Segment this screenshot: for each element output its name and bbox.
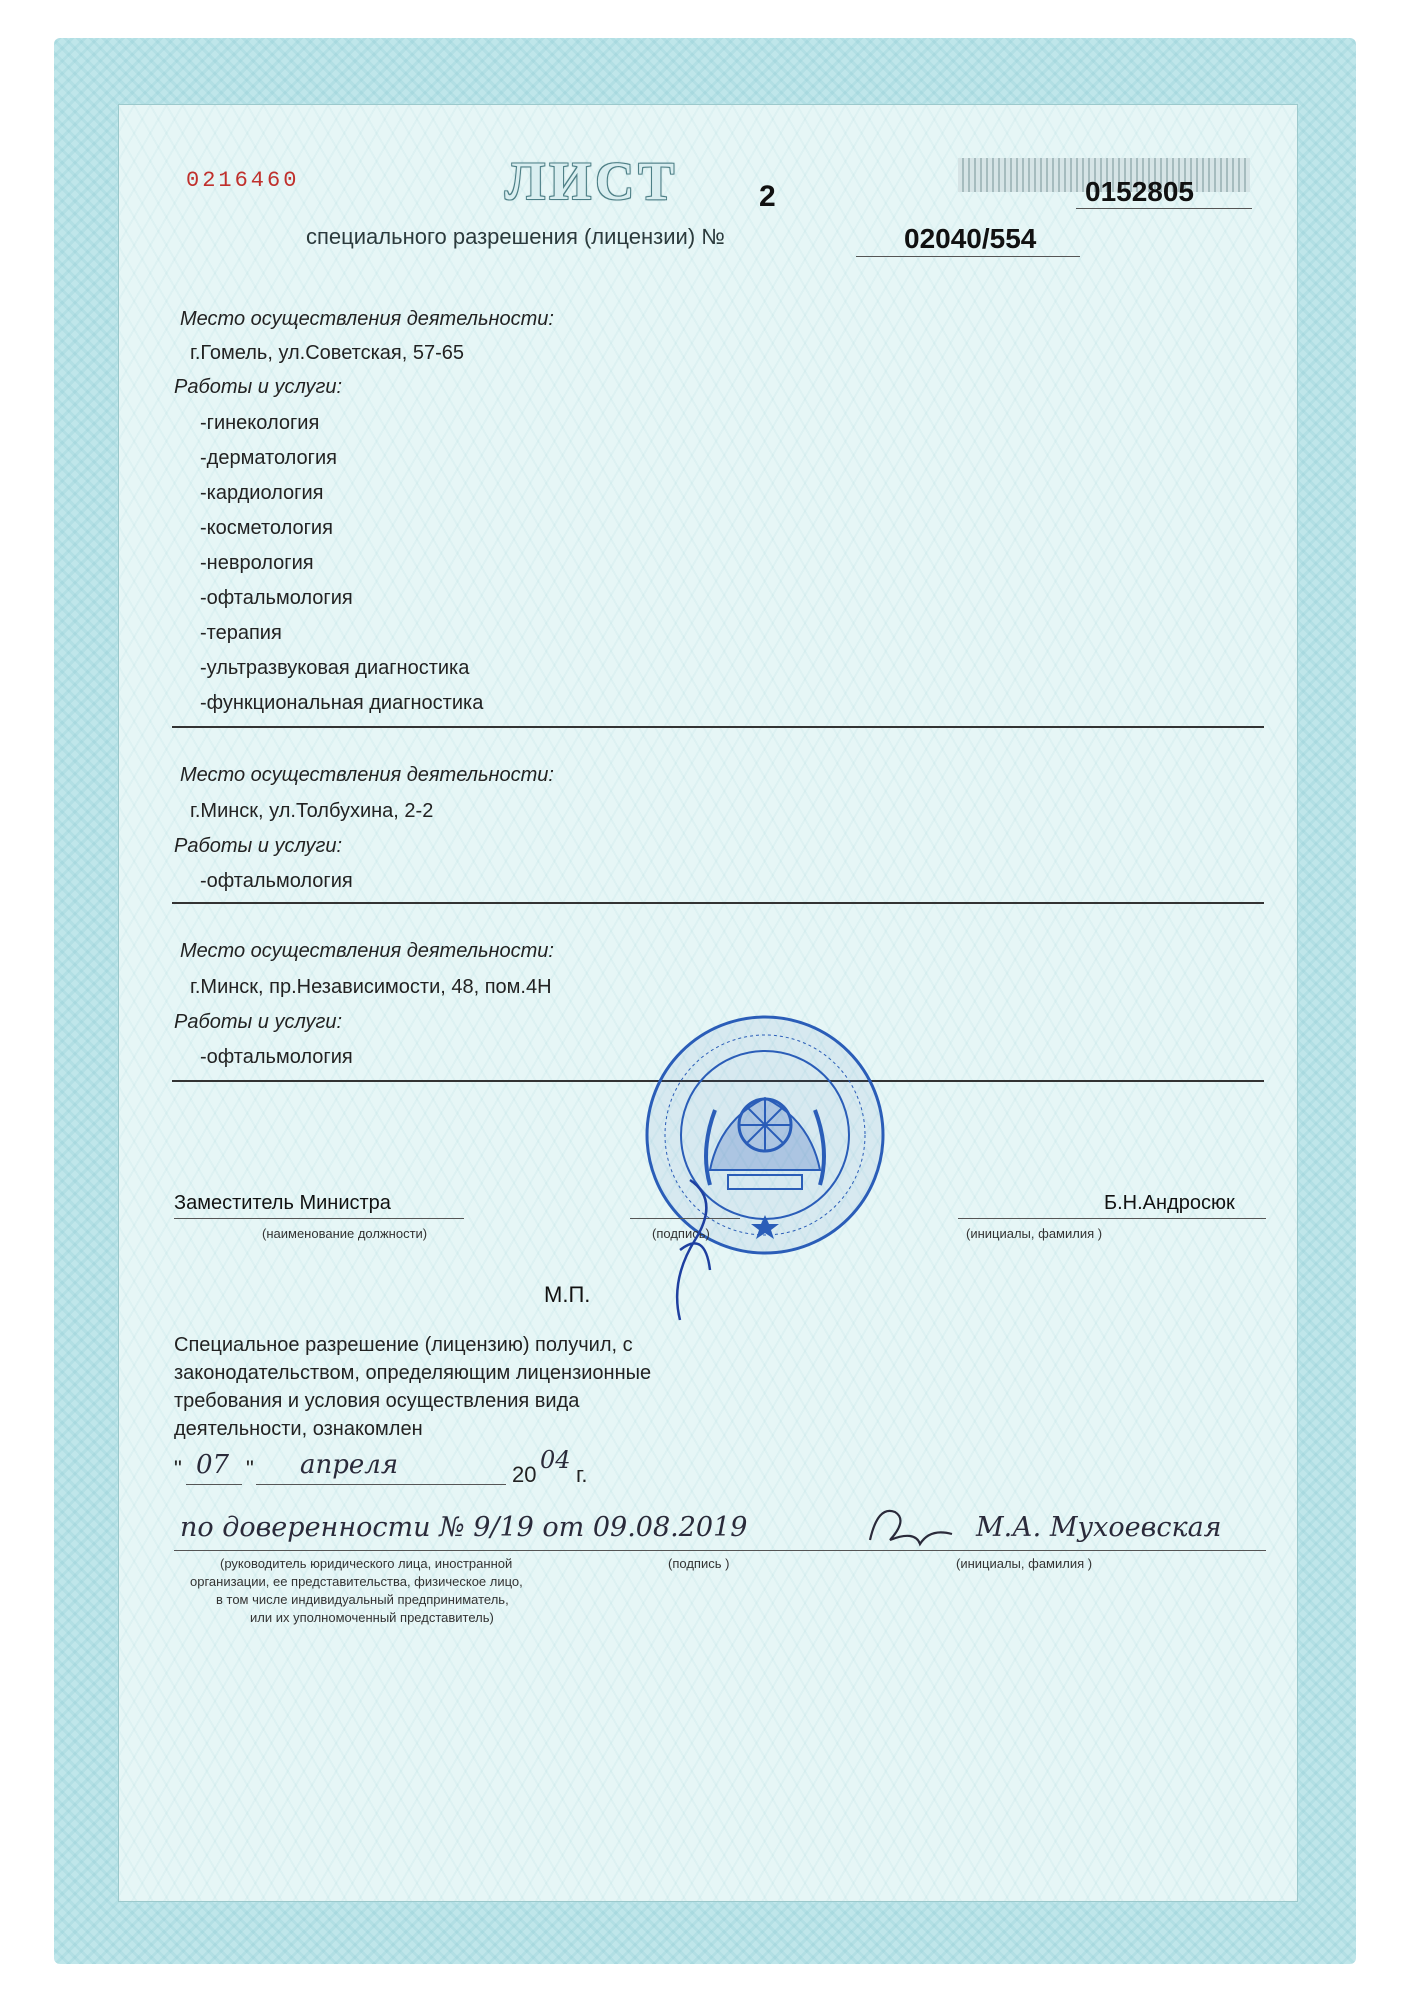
date-quote-open: " [174,1456,182,1481]
section1-service: -офтальмология [200,587,353,609]
position-underline [174,1218,464,1219]
section3-works-label: Работы и услуги: [174,1011,343,1033]
ack-line: законодательством, определяющим лицензионные [174,1362,652,1384]
signature-caption: (подпись) [652,1226,710,1241]
recipient-name-caption: (инициалы, фамилия ) [956,1556,1093,1571]
head-caption-line: организации, ее представительства, физическое лицо, [190,1574,523,1589]
section1-service: -гинекология [200,412,320,434]
name-caption: (инициалы, фамилия ) [966,1226,1103,1241]
name-underline [958,1218,1266,1219]
section-divider [172,902,1264,904]
date-year-prefix: 20 [512,1462,537,1487]
serial-underline [1076,208,1252,209]
date-month: апреля [300,1450,399,1480]
date-quote-close: " [246,1456,254,1481]
section3-place-label: Место осуществления деятельности: [180,940,554,962]
section1-service: -косметология [200,517,333,539]
ack-line: Специальное разрешение (лицензию) получил, с [174,1334,633,1356]
sheet-number: 2 [759,180,776,213]
month-underline [256,1484,506,1485]
section2-works-label: Работы и услуги: [174,835,343,857]
section1-service: -ультразвуковая диагностика [200,657,470,679]
document-paper [118,104,1298,1902]
day-underline [186,1484,242,1485]
section1-place-label: Место осуществления деятельности: [180,308,554,330]
document-subtitle: специального разрешения (лицензии) № [306,224,725,249]
section1-service: -терапия [200,622,282,644]
section1-service: -функциональная диагностика [200,692,484,714]
section3-service: -офтальмология [200,1046,353,1068]
license-number: 02040/554 [904,223,1037,254]
head-caption-line: в том числе индивидуальный предприниматель, [216,1592,509,1607]
head-caption-line: (руководитель юридического лица, иностранной [220,1556,513,1571]
official-signature [650,1170,740,1330]
recipient-underline [174,1550,1266,1551]
section1-service: -кардиология [200,482,324,504]
head-caption-line: или их уполномоченный представитель) [250,1610,494,1625]
ack-line: требования и условия осуществления вида [174,1390,580,1412]
signer-name: Б.Н.Андросюк [1104,1192,1235,1214]
ack-line: деятельности, ознакомлен [174,1418,423,1440]
section2-place-label: Место осуществления деятельности: [180,764,554,786]
section3-address: г.Минск, пр.Независимости, 48, пом.4Н [190,976,552,998]
recipient-name-handwritten: М.А. Мухоевская [976,1512,1222,1543]
section1-service: -неврология [200,552,314,574]
section1-works-label: Работы и услуги: [174,376,343,398]
section1-address: г.Гомель, ул.Советская, 57-65 [190,342,464,364]
date-year-suffix: 04 [540,1446,571,1474]
date-day: 07 [196,1450,230,1480]
section2-service: -офтальмология [200,870,353,892]
section1-service: -дерматология [200,447,337,469]
red-form-number: 0216460 [186,168,300,193]
license-number-underline [856,256,1080,257]
date-year-end: г. [576,1462,588,1487]
document-title: ЛИСТ [505,151,679,211]
proxy-note-handwritten: по доверенности № 9/19 от 09.08.2019 [180,1512,748,1543]
recipient-signature [860,1500,960,1556]
section2-address: г.Минск, ул.Толбухина, 2-2 [190,800,434,822]
position-caption: (наименование должности) [262,1226,428,1241]
seal-mark: М.П. [544,1282,591,1307]
recipient-signature-caption: (подпись ) [668,1556,730,1571]
signer-position: Заместитель Министра [174,1192,391,1214]
section-divider [172,726,1264,728]
serial-number: 0152805 [1085,176,1195,207]
